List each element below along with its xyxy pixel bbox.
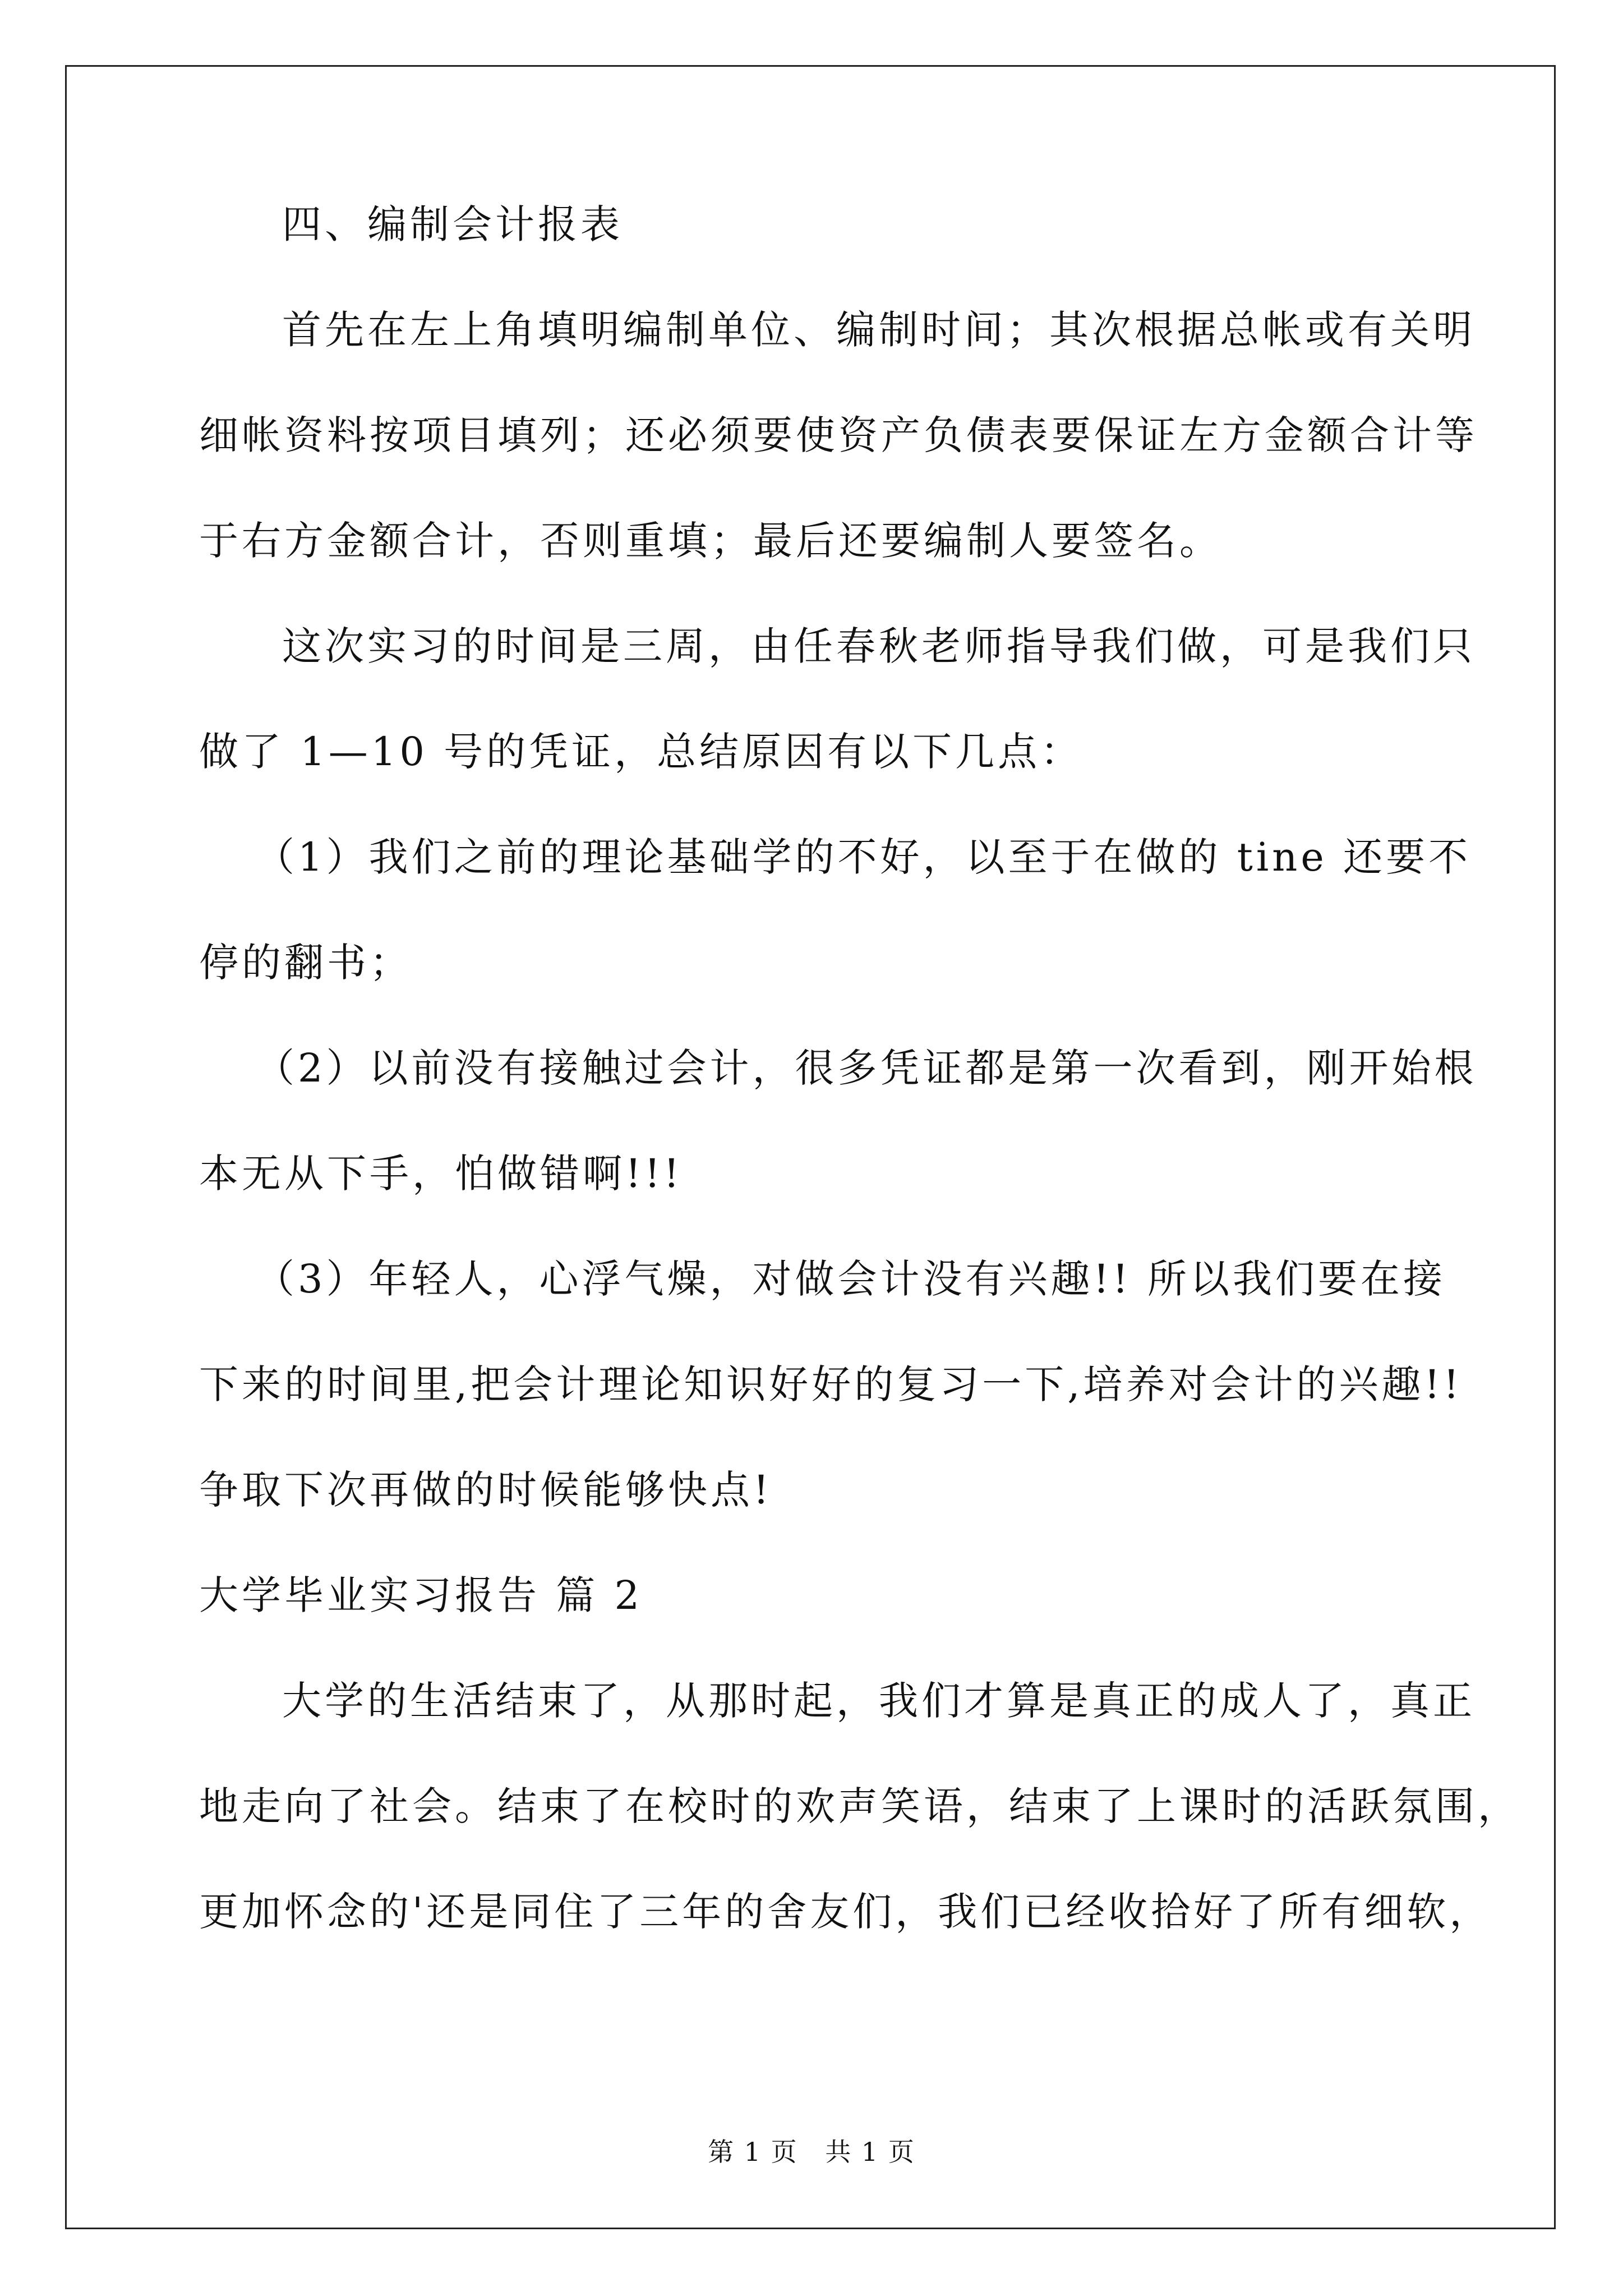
paragraph-line: （2）以前没有接触过会计，很多凭证都是第一次看到，刚开始根 [255, 1045, 1477, 1091]
paragraph-line: 停的翻书； [199, 940, 412, 986]
paragraph-line: 争取下次再做的时候能够快点! [199, 1467, 773, 1513]
paragraph-line: 本无从下手，怕做错啊!!! [199, 1151, 683, 1197]
paragraph-line: 这次实习的时间是三周，由任春秋老师指导我们做，可是我们只 [282, 623, 1476, 669]
paragraph-line: 做了 1—10 号的凭证，总结原因有以下几点： [199, 729, 1083, 775]
paragraph-line: 地走向了社会。结束了在校时的欢声笑语，结束了上课时的活跃氛围， [199, 1783, 1520, 1829]
paragraph-line: 于右方金额合计，否则重填；最后还要编制人要签名。 [199, 518, 1222, 564]
page-footer [0, 2132, 1623, 2169]
page-total: 共 1 页 [825, 2137, 915, 2167]
paragraph-line: 细帐资料按项目填列；还必须要使资产负债表要保证左方金额合计等 [199, 412, 1478, 458]
paragraph-line: 大学的生活结束了，从那时起，我们才算是真正的成人了，真正 [282, 1678, 1476, 1724]
section-heading: 四、编制会计报表 [282, 201, 623, 247]
page-number: 第 1 页 [708, 2137, 798, 2167]
paragraph-line: 更加怀念的'还是同住了三年的舍友们，我们已经收拾好了所有细软， [199, 1889, 1492, 1935]
section-title: 大学毕业实习报告 篇 2 [199, 1572, 643, 1618]
paragraph-line: 首先在左上角填明编制单位、编制时间；其次根据总帐或有关明 [282, 307, 1476, 353]
paragraph-line: 下来的时间里,把会计理论知识好好的复习一下,培养对会计的兴趣!! [199, 1361, 1463, 1407]
paragraph-line: （1）我们之前的理论基础学的不好，以至于在做的 tine 还要不 [255, 834, 1472, 880]
paragraph-line: （3）年轻人，心浮气燥，对做会计没有兴趣!! 所以我们要在接 [255, 1256, 1446, 1302]
